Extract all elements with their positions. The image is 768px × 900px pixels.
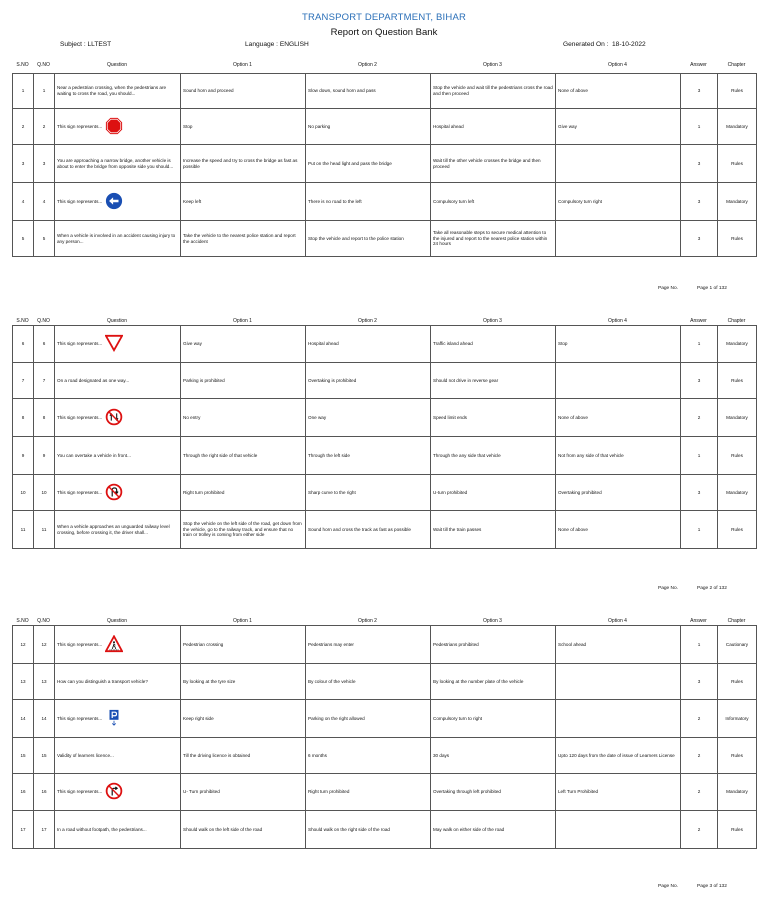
question-text: You can overtake a vehicle in front... (57, 452, 131, 458)
column-header: Answer (690, 318, 707, 324)
opt3-cell: Speed limit ends (431, 399, 556, 437)
column-header: Q.NO (37, 62, 50, 68)
opt1-cell: By looking at the tyre size (181, 664, 306, 700)
opt1-cell: Parking is prohibited (181, 363, 306, 399)
page-number: Page 1 of 132 (697, 286, 727, 291)
opt3-cell: 30 days (431, 738, 556, 774)
question-text: Near a pedestrian crossing, when the pedestrians are waiting to cross the road, you should... (57, 85, 167, 96)
table-row (13, 437, 757, 475)
question-cell (55, 811, 181, 849)
qno-cell: 4 (34, 183, 55, 221)
sno-cell: 13 (13, 664, 34, 700)
sno-cell: 7 (13, 363, 34, 399)
sno-cell: 15 (13, 738, 34, 774)
question-cell (55, 511, 181, 549)
question-text: This sign represents... (57, 414, 103, 420)
question-text: This sign represents... (57, 489, 103, 495)
opt2-cell: Stop the vehicle and report to the police station (306, 221, 431, 257)
column-header: Option 4 (608, 62, 627, 68)
question-cell (55, 109, 181, 145)
opt3-cell: Overtaking through left prohibited (431, 774, 556, 811)
column-header: Option 1 (233, 318, 252, 324)
chapter-cell: Rules (718, 221, 757, 257)
opt4-cell: School ahead (556, 626, 681, 664)
opt2-cell: Should walk on the right side of the road (306, 811, 431, 849)
answer-cell: 2 (681, 700, 718, 738)
column-header: Question (106, 618, 127, 624)
no-entry-sign-icon (105, 408, 123, 428)
qno-cell: 2 (34, 109, 55, 145)
opt4-cell: None of above (556, 511, 681, 549)
chapter-cell: Rules (718, 145, 757, 183)
column-header: Q.NO (37, 618, 50, 624)
column-header: Option 2 (358, 318, 377, 324)
give-way-sign-icon (105, 334, 123, 354)
question-cell (55, 774, 181, 811)
chapter-cell: Informatory (718, 700, 757, 738)
opt1-cell: Keep right side (181, 700, 306, 738)
opt3-cell: May walk on either side of the road (431, 811, 556, 849)
opt4-cell (556, 145, 681, 183)
chapter-cell: Mandatory (718, 399, 757, 437)
question-table (12, 625, 757, 849)
stop-sign-icon (105, 117, 123, 137)
opt2-cell: Hospital ahead (306, 326, 431, 363)
opt1-cell: Stop the vehicle on the left side of the road, get down from the vehicle, go to the railway track, and ensure that no train or trolley is coming from either side (181, 511, 306, 549)
table-row (13, 145, 757, 183)
opt3-cell: Should not drive in reverse gear (431, 363, 556, 399)
chapter-cell: Rules (718, 437, 757, 475)
language-label: Language : ENGLISH (245, 41, 309, 48)
opt3-cell: Compulsory turn to right (431, 700, 556, 738)
no-u-turn-sign-icon (105, 483, 123, 503)
question-cell (55, 399, 181, 437)
qno-cell: 13 (34, 664, 55, 700)
sno-cell: 12 (13, 626, 34, 664)
qno-cell: 12 (34, 626, 55, 664)
answer-cell: 3 (681, 363, 718, 399)
qno-cell: 3 (34, 145, 55, 183)
question-cell (55, 738, 181, 774)
column-header: Option 1 (233, 62, 252, 68)
column-header: Chapter (727, 62, 746, 68)
page-number: Page 2 of 132 (697, 586, 727, 591)
opt1-cell: U- Turn prohibited (181, 774, 306, 811)
table-row (13, 700, 757, 738)
qno-cell: 8 (34, 399, 55, 437)
column-header: S.NO (16, 318, 29, 324)
column-header: Option 3 (483, 618, 502, 624)
opt3-cell: Traffic island ahead (431, 326, 556, 363)
column-header: Question (106, 62, 127, 68)
question-cell (55, 626, 181, 664)
answer-cell: 3 (681, 183, 718, 221)
column-header: S.NO (16, 618, 29, 624)
answer-cell: 2 (681, 811, 718, 849)
table-row (13, 183, 757, 221)
table-row (13, 475, 757, 511)
table-row (13, 626, 757, 664)
opt4-cell (556, 811, 681, 849)
answer-cell: 1 (681, 626, 718, 664)
sno-cell: 9 (13, 437, 34, 475)
question-cell (55, 326, 181, 363)
sno-cell: 11 (13, 511, 34, 549)
question-text: You are approaching a narrow bridge, another vehicle is about to enter the bridge from opposite side you should... (57, 157, 174, 169)
column-header: Option 2 (358, 62, 377, 68)
question-text: This sign represents... (57, 641, 103, 647)
opt2-cell: No parking (306, 109, 431, 145)
opt1-cell: Give way (181, 326, 306, 363)
chapter-cell: Rules (718, 74, 757, 109)
column-header: Option 2 (358, 618, 377, 624)
sno-cell: 4 (13, 183, 34, 221)
opt3-cell: Pedestrians prohibited (431, 626, 556, 664)
qno-cell: 10 (34, 475, 55, 511)
report-title: Report on Question Bank (330, 27, 438, 38)
opt4-cell: Left Turn Prohibited (556, 774, 681, 811)
question-text: Validity of learners licence... (57, 752, 114, 758)
page-number-label: Page No. (658, 286, 679, 291)
opt3-cell: Wait till the train passes (431, 511, 556, 549)
answer-cell: 3 (681, 475, 718, 511)
column-header-row (0, 62, 768, 72)
opt3-cell: Stop the vehicle and wait till the pedestrians cross the road and then proceed (431, 74, 556, 109)
opt3-cell: By looking at the number plate of the vehicle (431, 664, 556, 700)
question-cell (55, 475, 181, 511)
opt2-cell: Right turn prohibited (306, 774, 431, 811)
column-header: Option 1 (233, 618, 252, 624)
generated-label: Generated On : (563, 41, 609, 48)
opt1-cell: Keep left (181, 183, 306, 221)
sno-cell: 2 (13, 109, 34, 145)
qno-cell: 16 (34, 774, 55, 811)
sno-cell: 1 (13, 74, 34, 109)
opt2-cell: One way (306, 399, 431, 437)
question-cell (55, 437, 181, 475)
qno-cell: 17 (34, 811, 55, 849)
question-text: This sign represents... (57, 123, 103, 129)
opt1-cell: No entry (181, 399, 306, 437)
table-row (13, 511, 757, 549)
question-cell (55, 700, 181, 738)
compulsory-left-sign-icon (105, 192, 123, 212)
qno-cell: 14 (34, 700, 55, 738)
table-row (13, 363, 757, 399)
opt4-cell: Upto 120 days from the date of issue of Learners License (556, 738, 681, 774)
opt1-cell: Till the driving licence is obtained (181, 738, 306, 774)
opt1-cell: Through the right side of that vehicle (181, 437, 306, 475)
qno-cell: 6 (34, 326, 55, 363)
question-cell (55, 183, 181, 221)
opt4-cell: Not from any side of that vehicle (556, 437, 681, 475)
department-title: TRANSPORT DEPARTMENT, BIHAR (301, 12, 467, 23)
chapter-cell: Rules (718, 738, 757, 774)
qno-cell: 7 (34, 363, 55, 399)
question-cell (55, 363, 181, 399)
column-header: Option 3 (483, 62, 502, 68)
sno-cell: 10 (13, 475, 34, 511)
column-header: Option 4 (608, 318, 627, 324)
answer-cell: 3 (681, 74, 718, 109)
answer-cell: 1 (681, 437, 718, 475)
question-text: This sign represents... (57, 715, 103, 721)
opt2-cell: By colour of the vehicle (306, 664, 431, 700)
question-cell (55, 74, 181, 109)
opt3-cell: Take all reasonable steps to secure medical attention to the injured and report to the nearest police station within 24 hours (431, 221, 556, 257)
column-header: Q.NO (37, 318, 50, 324)
opt2-cell: Through the left side (306, 437, 431, 475)
opt4-cell: Give way (556, 109, 681, 145)
chapter-cell: Mandatory (718, 475, 757, 511)
generated-date: 18-10-2022 (612, 41, 646, 48)
question-cell (55, 221, 181, 257)
opt3-cell: Wait till the other vehicle crosses the bridge and then proceed (431, 145, 556, 183)
table-row (13, 399, 757, 437)
chapter-cell: Mandatory (718, 326, 757, 363)
question-text: On a road designated as one way... (57, 377, 130, 383)
chapter-cell: Rules (718, 811, 757, 849)
column-header: Answer (690, 618, 707, 624)
question-cell (55, 145, 181, 183)
question-text: When a vehicle approaches an unguarded railway level crossing, before crossing it, the driver shall... (57, 523, 170, 535)
answer-cell: 1 (681, 109, 718, 145)
opt1-cell: Sound horn and proceed (181, 74, 306, 109)
answer-cell: 3 (681, 221, 718, 257)
question-text: In a road without footpath, the pedestrians... (57, 826, 147, 832)
opt1-cell: Should walk on the left side of the road (181, 811, 306, 849)
opt4-cell: Compulsory turn right (556, 183, 681, 221)
question-cell (55, 664, 181, 700)
opt3-cell: Hospital ahead (431, 109, 556, 145)
opt1-cell: Stop (181, 109, 306, 145)
opt1-cell: Take the vehicle to the nearest police station and report the accident (181, 221, 306, 257)
opt4-cell: Overtaking prohibited (556, 475, 681, 511)
chapter-cell: Rules (718, 363, 757, 399)
pedestrian-crossing-sign-icon (105, 635, 123, 655)
opt4-cell: None of above (556, 74, 681, 109)
column-header: Chapter (727, 318, 746, 324)
answer-cell: 1 (681, 511, 718, 549)
column-header: Option 3 (483, 318, 502, 324)
opt4-cell (556, 700, 681, 738)
parking-sign-icon (105, 709, 123, 729)
opt2-cell: Pedestrians may enter (306, 626, 431, 664)
sno-cell: 16 (13, 774, 34, 811)
column-header: Answer (690, 62, 707, 68)
column-header: Option 4 (608, 618, 627, 624)
table-row (13, 109, 757, 145)
table-row (13, 774, 757, 811)
answer-cell: 1 (681, 326, 718, 363)
opt2-cell: 6 months (306, 738, 431, 774)
opt2-cell: Slow down, sound horn and pass (306, 74, 431, 109)
table-row (13, 664, 757, 700)
page-number-label: Page No. (658, 884, 679, 889)
chapter-cell: Mandatory (718, 774, 757, 811)
question-text: This sign represents... (57, 198, 103, 204)
answer-cell: 2 (681, 738, 718, 774)
opt4-cell: None of above (556, 399, 681, 437)
table-row (13, 74, 757, 109)
table-row (13, 811, 757, 849)
opt2-cell: Put on the head light and pass the bridge (306, 145, 431, 183)
chapter-cell: Mandatory (718, 109, 757, 145)
column-header: Chapter (727, 618, 746, 624)
question-text: This sign represents... (57, 789, 103, 795)
qno-cell: 1 (34, 74, 55, 109)
qno-cell: 9 (34, 437, 55, 475)
answer-cell: 2 (681, 399, 718, 437)
question-text: This sign represents... (57, 341, 103, 347)
opt4-cell (556, 363, 681, 399)
opt2-cell: Overtaking is prohibited (306, 363, 431, 399)
sno-cell: 3 (13, 145, 34, 183)
question-table (12, 325, 757, 549)
opt3-cell: U-turn prohibited (431, 475, 556, 511)
answer-cell: 3 (681, 664, 718, 700)
opt2-cell: There is no road to the left (306, 183, 431, 221)
qno-cell: 11 (34, 511, 55, 549)
chapter-cell: Mandatory (718, 183, 757, 221)
column-header: Question (106, 318, 127, 324)
chapter-cell: Rules (718, 664, 757, 700)
opt4-cell: Stop (556, 326, 681, 363)
qno-cell: 15 (34, 738, 55, 774)
sno-cell: 8 (13, 399, 34, 437)
sno-cell: 6 (13, 326, 34, 363)
opt2-cell: Sharp curve to the right (306, 475, 431, 511)
subject-label: Subject : LLTEST (60, 41, 112, 48)
page-number: Page 3 of 132 (697, 884, 727, 889)
opt2-cell: Parking on the right allowed (306, 700, 431, 738)
opt1-cell: Pedestrian crossing (181, 626, 306, 664)
sno-cell: 14 (13, 700, 34, 738)
chapter-cell: Rules (718, 511, 757, 549)
answer-cell: 3 (681, 145, 718, 183)
opt2-cell: Sound horn and cross the track as fast as possible (306, 511, 431, 549)
opt1-cell: Right turn prohibited (181, 475, 306, 511)
no-right-turn-sign-icon (105, 782, 123, 802)
opt4-cell (556, 221, 681, 257)
column-header: S.NO (16, 62, 29, 68)
opt3-cell: Through the any side that vehicle (431, 437, 556, 475)
table-row (13, 738, 757, 774)
sno-cell: 17 (13, 811, 34, 849)
answer-cell: 2 (681, 774, 718, 811)
question-table (12, 73, 757, 257)
qno-cell: 5 (34, 221, 55, 257)
chapter-cell: Cautionary (718, 626, 757, 664)
question-text: How can you distinguish a transport vehicle? (57, 678, 148, 684)
sno-cell: 5 (13, 221, 34, 257)
opt3-cell: Compulsory turn left (431, 183, 556, 221)
table-row (13, 221, 757, 257)
question-text: When a vehicle is involved in an accident causing injury to any person... (57, 232, 176, 244)
table-row (13, 326, 757, 363)
opt4-cell (556, 664, 681, 700)
page-number-label: Page No. (658, 586, 679, 591)
opt1-cell: Increase the speed and try to cross the bridge as fast as possible (181, 145, 306, 183)
